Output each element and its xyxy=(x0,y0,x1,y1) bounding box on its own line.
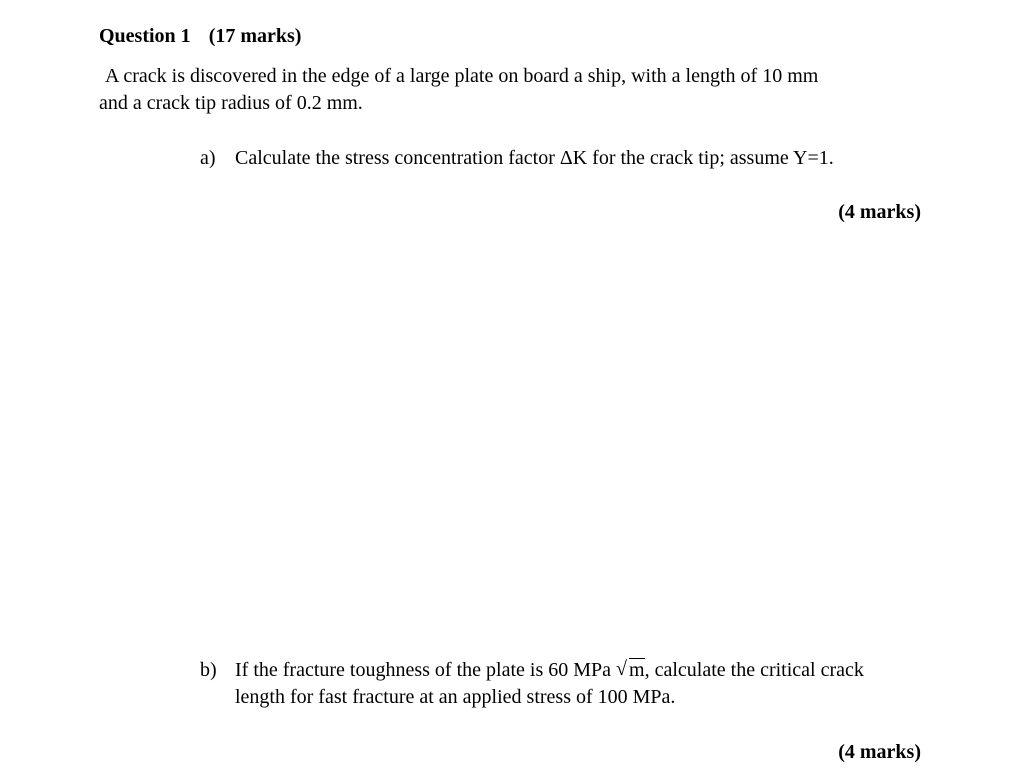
part-b-line-1 xyxy=(235,657,864,684)
part-b xyxy=(200,657,920,717)
part-a xyxy=(200,145,920,175)
part-b-text xyxy=(235,657,864,711)
part-b-marks: (4 marks) xyxy=(838,741,921,763)
radicand: m xyxy=(629,659,645,681)
part-b-text-start: If the fracture toughness of the plate is 60 MPa xyxy=(235,659,617,681)
radical-sign: √ xyxy=(616,658,627,680)
question-heading xyxy=(99,22,301,50)
intro-line-1: A crack is discovered in the edge of a large plate on board a ship, with a length of 10 mm xyxy=(105,65,819,87)
question-intro xyxy=(99,63,818,117)
question-total-marks: (17 marks) xyxy=(208,25,302,47)
intro-line-2: and a crack tip radius of 0.2 mm. xyxy=(99,92,363,114)
question-title: Question 1 xyxy=(99,25,191,47)
part-a-text: Calculate the stress concentration factor ΔK for the crack tip; assume Y=1. xyxy=(235,147,834,169)
part-a-marks: (4 marks) xyxy=(838,201,921,223)
part-a-label: a) xyxy=(200,147,216,169)
part-b-text-end: , calculate the critical crack xyxy=(644,659,864,681)
part-b-label: b) xyxy=(200,659,217,681)
part-b-line-2: length for fast fracture at an applied stress of 100 MPa. xyxy=(235,686,676,708)
square-root xyxy=(616,657,645,684)
